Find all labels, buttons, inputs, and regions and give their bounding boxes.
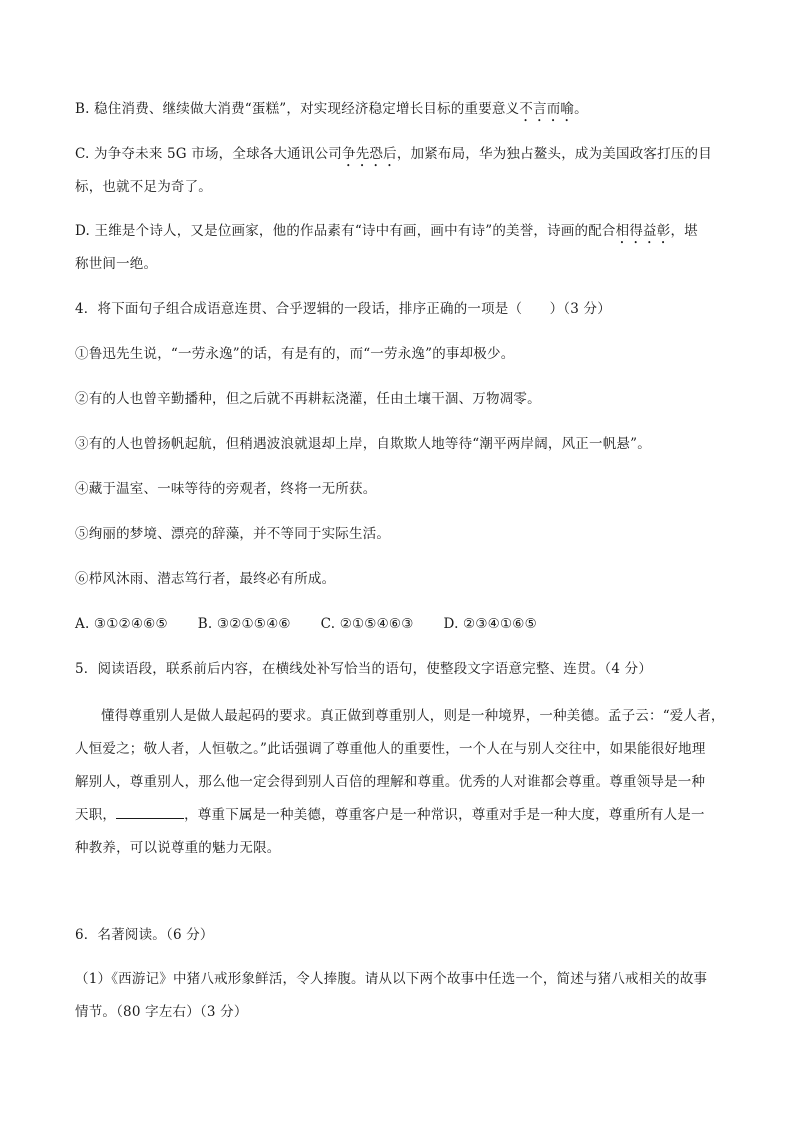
q5-paragraph-line: 解别人，尊重别人，那么他一定会得到别人百倍的理解和尊重。优秀的人对谁都会尊重。尊重领导是一种: [75, 774, 706, 790]
q4-option-b: B. ③②①⑤④⑥: [197, 616, 291, 632]
q4-sentence: ⑥栉风沐雨、潜志笃行者，最终必有所成。: [75, 571, 336, 587]
fill-in-blank[interactable]: [116, 806, 184, 819]
q3-option-d-line2: 称世间一绝。: [75, 256, 158, 272]
emphasized-idiom: 相得益彰: [615, 223, 671, 239]
q5-paragraph-line: 懂得尊重别人是做人最起码的要求。真正做到尊重别人，则是一种境界，一种美德。孟子云：“爱人者，: [101, 708, 725, 724]
q4-options: [75, 615, 725, 633]
q6-stem: 6．名著阅读。（6 分）: [75, 927, 214, 943]
q5-paragraph-line: 天职， ，尊重下属是一种美德，尊重客户是一种常识，尊重对手是一种大度，尊重所有人是一: [75, 807, 705, 823]
q3-option-d: D. 王维是个诗人，又是位画家，他的作品素有“诗中有画，画中有诗”的美誉，诗画的配合相得益彰，堪: [75, 223, 698, 239]
q6-sub-question: （1）《西游记》中猪八戒形象鲜活，令人捧腹。请从以下两个故事中任选一个，简述与猪八戒相关的故事: [75, 971, 708, 987]
q5-paragraph-line: 人恒爱之；敬人者，人恒敬之。”此话强调了尊重他人的重要性，一个人在与别人交往中，如果能很好地理: [75, 741, 706, 757]
q4-sentence: ⑤绚丽的梦境、漂亮的辞藻，并不等同于实际生活。: [75, 526, 391, 542]
q4-option-d: D. ②③④①⑥⑤: [443, 616, 537, 632]
q5-paragraph-line: 种教养，可以说尊重的魅力无限。: [75, 840, 281, 856]
q4-option-c: C. ②①⑤④⑥③: [320, 616, 414, 632]
q3-option-c-line2: 标，也就不足为奇了。: [75, 179, 212, 195]
emphasized-idiom: 争先恐后: [342, 146, 397, 162]
q4-stem: 4．将下面句子组合成语意连贯、合乎逻辑的一段话，排序正确的一项是（ ）（3 分）: [75, 301, 611, 317]
q5-stem: 5．阅读语段，联系前后内容，在横线处补写恰当的语句，使整段文字语意完整、连贯。（4 分）: [75, 661, 653, 677]
q3-option-c: C. 为争夺未来 5G 市场，全球各大通讯公司争先恐后，加紧布局，华为独占鳌头，成为美国政客打压的目: [75, 146, 712, 162]
q4-sentence: ③有的人也曾扬帆起航，但稍遇波浪就退却上岸，自欺欺人地等待“潮平两岸阔，风正一帆悬”。: [75, 436, 651, 452]
q4-sentence: ①鲁迅先生说，“一劳永逸”的话，有是有的，而“一劳永逸”的事却极少。: [75, 346, 515, 362]
q4-option-a: A. ③①②④⑥⑤: [75, 616, 168, 632]
emphasized-idiom: 不言而喻: [519, 101, 575, 117]
q4-sentence: ②有的人也曾辛勤播种，但之后就不再耕耘浇灌，任由土壤干涸、万物凋零。: [75, 391, 541, 407]
q6-sub-question-line2: 情节。（80 字左右）（3 分）: [75, 1004, 248, 1020]
q4-sentence: ④藏于温室、一味等待的旁观者，终将一无所获。: [75, 481, 377, 497]
q3-option-b: B. 稳住消费、继续做大消费“蛋糕”，对实现经济稳定增长目标的重要意义不言而喻。: [75, 101, 588, 117]
